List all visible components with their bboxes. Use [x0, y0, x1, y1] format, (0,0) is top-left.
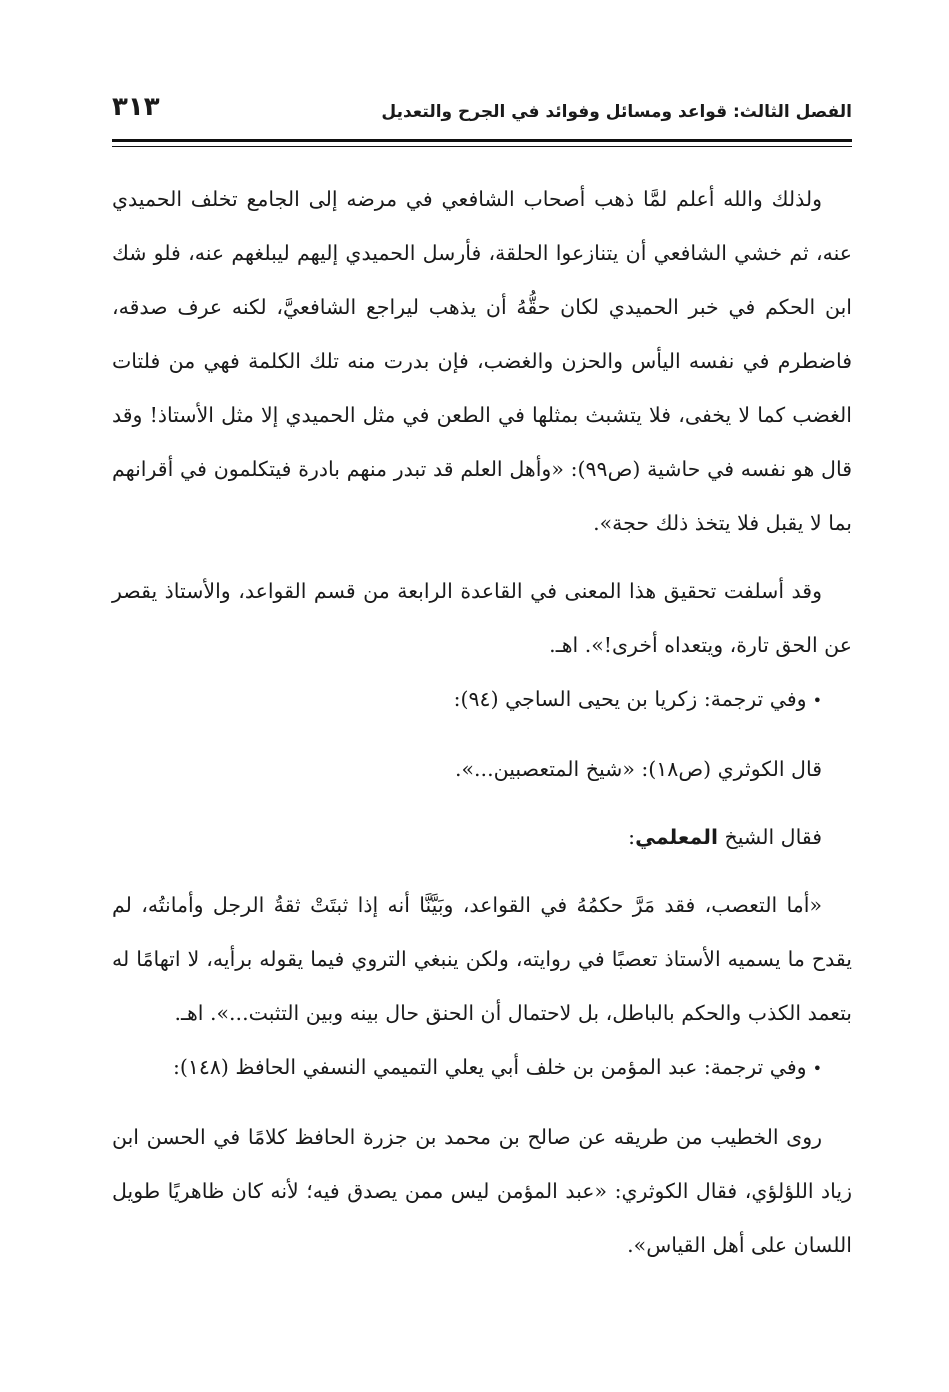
header-rule-thick — [112, 139, 852, 142]
speaker-name: المعلمي — [635, 825, 718, 849]
bullet-dot: • — [812, 691, 822, 710]
paragraph-1: ولذلك والله أعلم لمَّا ذهب أصحاب الشافعي في مرضه إلى الجامع تخلف الحميدي عنه، ثم خشي الشافعي أن يتنازعوا الحلقة، فأرسل الحميدي إليهم ليبلغهم عنه، فلو شك ابن الحكم في خبر الحميدي لكان حقُّهُ أن يذهب ليراجع الشافعيَّ، لكنه عرف صدقه، فاضطرم في نفسه اليأس والحزن والغضب، فإن بدرت منه تلك الكلمة فهي من فلتات الغضب كما لا يخفى، فلا يتشبث بمثلها في الطعن في مثل الحميدي إلا مثل الأستاذ! وقد قال هو نفسه في حاشية (ص٩٩): «وأهل العلم قد تبدر منهم بادرة فيتكلمون في أقرانهم بما لا يقبل فلا يتخذ ذلك حجة». — [112, 187, 852, 535]
speaker-suffix: : — [628, 825, 636, 849]
paragraph-2: وقد أسلفت تحقيق هذا المعنى في القاعدة الرابعة من قسم القواعد، والأستاذ يقصر عن الحق تارة، ويتعداه أخرى!». اهـ. — [112, 579, 852, 657]
bullet-text: وفي ترجمة: عبد المؤمن بن خلف أبي يعلي التميمي النسفي الحافظ (١٤٨): — [172, 1055, 807, 1079]
bullet-item-1 — [112, 672, 852, 728]
paragraph-4 — [112, 810, 852, 864]
page-number: ٣١٣ — [112, 92, 160, 122]
paragraph-3: قال الكوثري (ص١٨): «شيخ المتعصبين...». — [454, 757, 822, 781]
bullet-dot: • — [812, 1059, 822, 1078]
bullet-text: وفي ترجمة: زكريا بن يحيى الساجي (٩٤): — [453, 687, 807, 711]
chapter-title: الفصل الثالث: قواعد ومسائل وفوائد في الجرح والتعديل — [381, 102, 852, 122]
paragraph-5: «أما التعصب، فقد مَرَّ حكمُهُ في القواعد، وبَيَّنَّا أنه إذا ثبتَتْ ثقةُ الرجل وأمانتُه، لم يقدح ما يسميه الأستاذ تعصبًا في روايته، ولكن ينبغي التروي فيما يقوله برأيه، لا اتهامًا له بتعمد الكذب والحكم بالباطل، بل لاحتمال أن الحنق حال بينه وبين التثبت...». اهـ. — [112, 893, 852, 1025]
speaker-prefix: فقال الشيخ — [724, 825, 822, 849]
page-body — [112, 172, 852, 1272]
header-rule-thin — [112, 146, 852, 147]
paragraph-6: روى الخطيب من طريقه عن صالح بن محمد بن جزرة الحافظ كلامًا في الحسن ابن زياد اللؤلؤي، فقال الكوثري: «عبد المؤمن ليس ممن يصدق فيه؛ لأنه كان ظاهريًا طويل اللسان على أهل القياس». — [112, 1125, 852, 1257]
running-header — [112, 92, 852, 132]
bullet-item-2 — [112, 1040, 852, 1096]
